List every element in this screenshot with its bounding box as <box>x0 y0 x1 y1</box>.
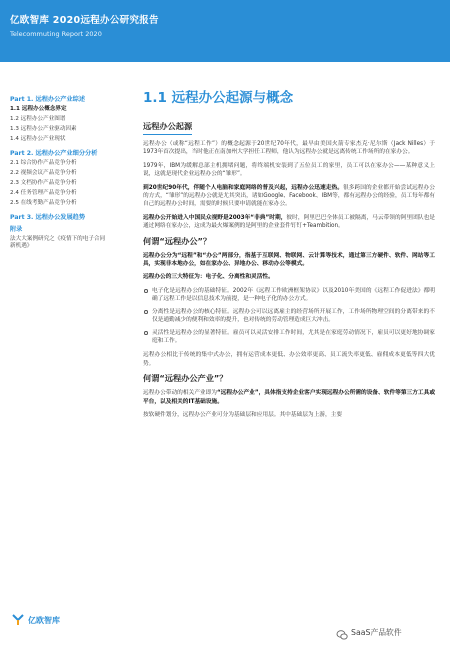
heading-what-is-industry: 何谓“远程办公产业”？ <box>143 373 228 384</box>
paragraph-8-bold: “远程办公产业”，具体指支持企业客户实现远程办公所需的设备、软件等第三方工具或平台，以及相关的IT基础设施。 <box>143 390 436 405</box>
toc-item-2-3[interactable]: 2.3 文档协作产品竞争分析 <box>10 180 77 186</box>
bullet-circle-icon <box>144 289 148 293</box>
yiou-logo-icon <box>12 614 24 626</box>
toc-item-2-2[interactable]: 2.2 视频会议产品竞争分析 <box>10 170 77 176</box>
paragraph-2: 1979年，IBM为缓解总部主机拥堵问题，将终端机安装到了五位员工的家里，员工可以在家办公——某种意义上说，这就是现代企业远程办公的“雏形”。 <box>143 162 435 178</box>
paragraph-4-bold: 远程办公开始进入中国民众视野是2003年“非典”时期， <box>143 214 287 221</box>
watermark-text: SaaS产品软件 <box>351 627 402 637</box>
toc-item-1-3[interactable]: 1.3 远程办公产业驱动因素 <box>10 126 77 132</box>
toc-item-1-1[interactable]: 1.1 远程办公概念界定 <box>10 106 67 112</box>
paragraph-5-bold: 远程办公分为“远程”和“办公”两部分，指基于互联网、物联网、云计算等技术，通过第三方硬件、软件、网站等工具，实现非本地办公，如在家办公、异地办公、移动办公等模式。 <box>143 252 435 268</box>
bullet-item <box>143 287 435 304</box>
bullet-item <box>143 308 435 325</box>
bullet-text: 分离性是远程办公的核心特征。远程办公可以远离雇主的经营场所开展工作，工作场所物理空间的分离带来的不仅是通勤减少的便利和效率的提升，也对传统的劳动管理造成巨大冲击。 <box>152 308 435 324</box>
paragraph-7: 远程办公相比于传统的集中式办公，拥有运营成本更低、办公效率更高、员工流失率更低、雇佣成本更低等四大优势。 <box>143 352 435 367</box>
heading-origin: 远程办公起源 <box>143 121 192 135</box>
paragraph-5 <box>143 252 435 269</box>
bullet-text: 灵活性是远程办公的显著特征。雇员可以灵活安排工作时间，尤其是在家庭劳动情况下，雇员可以更好地协调家庭和工作。 <box>152 329 435 344</box>
paragraph-6-bold: 远程办公的三大特征为：电子化、分离性和灵活性。 <box>143 274 274 281</box>
paragraph-3 <box>143 184 435 209</box>
bullet-circle-icon <box>144 331 148 335</box>
toc-part-1[interactable]: Part 1. 远程办公产业综述 <box>10 96 86 103</box>
paragraph-8 <box>143 389 435 406</box>
footer-logo <box>12 614 60 626</box>
paragraph-9: 按软硬件划分，远程办公产业可分为基础层和应用层。其中基础层为上游，主要 <box>143 411 343 418</box>
paragraph-1: 远程办公（或称“远程工作”）的概念起源于20世纪70年代，最早由美国火箭专家杰克·尼尔斯（Jack Nilles）于1973年首次提出，当时他正在南加州大学担任工程师，他认为远程办公就是远离传统工作场所的在家办公。 <box>143 141 435 156</box>
toc-sidebar <box>10 94 110 253</box>
paragraph-3-text: 很多跨国的企业都开始尝试远程办公的方式，“雏形”的远程办公就是尤其突出，诸如Google、Facebook、IBM等，都有远程办公的经验，员工每年都有自己的远程办公时间，需要的时候只要申请就能在家办公。 <box>143 184 435 208</box>
paragraph-8-text: 远程办公带动的相关产业即为 <box>143 390 217 397</box>
report-title: 亿欧智库 2020远程办公研究报告 <box>10 15 159 26</box>
toc-item-2-4[interactable]: 2.4 任务管理产品竞争分析 <box>10 190 77 196</box>
toc-item-1-2[interactable]: 1.2 远程办公产业图谱 <box>10 116 66 122</box>
toc-item-2-1[interactable]: 2.1 综合协作产品竞争分析 <box>10 160 77 166</box>
bullet-text: 电子化是远程办公的基础特征。2002年《远程工作欧洲框架协议》以及2010年美国的《远程工作促进法》都明确了远程工作是以信息技术为前提，是一种电子化的办公方式。 <box>152 287 435 303</box>
toc-part-3[interactable]: Part 3. 远程办公发展趋势 <box>10 214 86 221</box>
feature-bullet-list <box>143 287 435 345</box>
section-title: 1.1 远程办公起源与概念 <box>143 90 294 106</box>
paragraph-4-text: 彼时，阿里巴巴全体员工被隔离，马云带领的阿里团队也是通过网络在家办公，这成为最火爆案例的是阿里的企业套件钉钉+Teambition。 <box>143 214 435 230</box>
toc-appendix[interactable]: 附录 <box>10 226 23 233</box>
toc-item-2-5[interactable]: 2.5 在线考勤产品竞争分析 <box>10 200 77 206</box>
main-content <box>143 86 435 424</box>
report-header <box>0 0 450 62</box>
paragraph-4 <box>143 214 435 231</box>
paragraph-3-bold: 到20世纪90年代，伴随个人电脑和家庭网络的普及兴起，远程办公迅速走热。 <box>143 184 344 191</box>
heading-what-is-remote-work: 何谓“远程办公”？ <box>143 235 212 246</box>
footer-logo-text: 亿欧智库 <box>28 615 60 625</box>
wechat-watermark <box>336 626 402 638</box>
bullet-circle-icon <box>144 310 148 314</box>
bullet-item <box>143 329 435 346</box>
paragraph-6 <box>143 273 435 281</box>
toc-appendix-case[interactable]: 法大大案例研究之《疫情下的电子合同新机遇》 <box>10 236 106 249</box>
report-subtitle: Telecommuting Report 2020 <box>10 30 102 38</box>
wechat-icon <box>336 626 348 638</box>
toc-item-1-4[interactable]: 1.4 远程办公产业现状 <box>10 136 66 142</box>
toc-part-2[interactable]: Part 2. 远程办公产业细分分析 <box>10 150 98 157</box>
